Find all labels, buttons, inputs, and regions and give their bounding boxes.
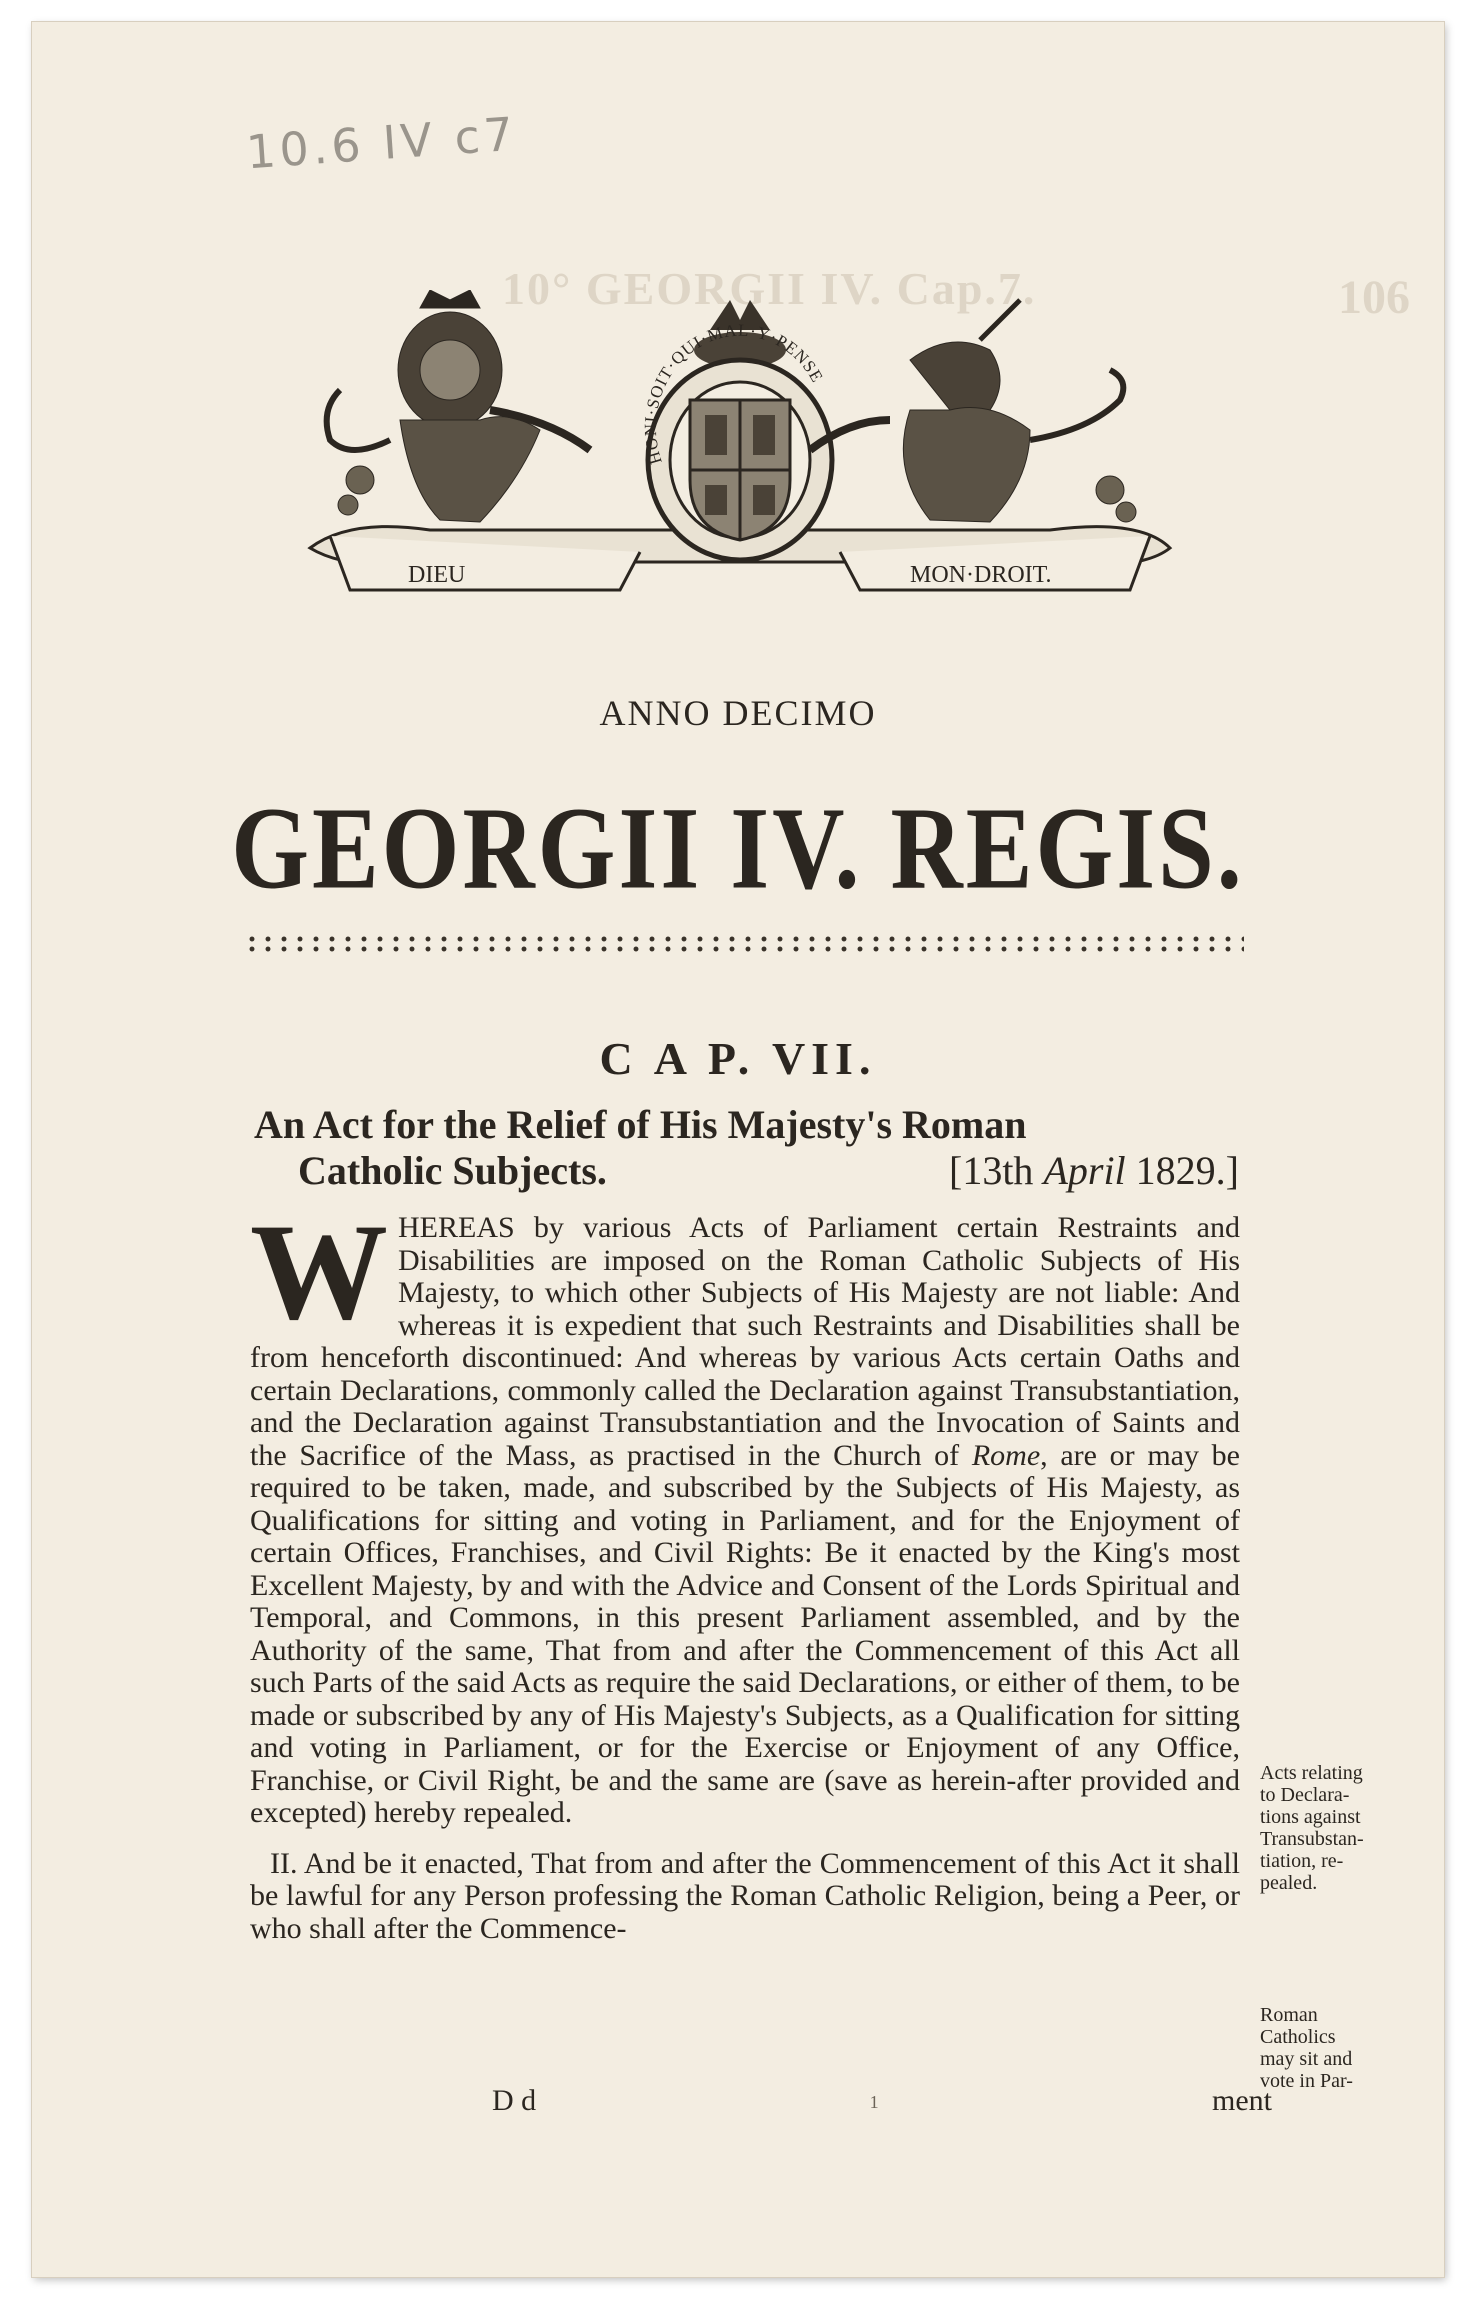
section-two-paragraph: II. And be it enacted, That from and after the Commencement of this Act it shall be lawful for any Person professing the Roman Catholic Religion, being a Peer, or who shall after the Commence-	[250, 1846, 1240, 1945]
act-body	[250, 1195, 1240, 1945]
act-title-line2	[254, 1148, 1239, 1194]
bleed-running-head: 10° GEORGII IV. Cap.7.	[502, 263, 1037, 314]
ornamental-divider	[244, 934, 1244, 954]
rome-italic: Rome	[971, 1438, 1041, 1472]
marginal-note-roman-catholics: Roman Catholics may sit and vote in Par-	[1260, 2004, 1353, 2092]
chapter-number: C A P. VII.	[599, 1033, 877, 1084]
garter-motto: HONI·SOIT·QUI·MAL·Y·PENSE	[640, 320, 828, 467]
document-page	[32, 22, 1444, 2277]
act-title	[254, 1102, 1239, 1194]
marginal-note-repeal: Acts relating to Declara- tions against Transubstan- tiation, re- pealed.	[1260, 1762, 1364, 1894]
handwritten-shelfmark: 10.6 IV c7	[244, 106, 519, 180]
folio-mark: 1	[869, 2092, 879, 2112]
act-date: [13th April 1829.]	[949, 1148, 1239, 1193]
royal-coat-of-arms	[290, 290, 1190, 610]
act-date-month: April	[1043, 1148, 1126, 1193]
preamble-paragraph: WHEREAS by various Acts of Parliament certain Restraints and Disabilities are imposed on the Roman Catholic Subjects of His Majesty, to which other Subjects of His Majesty are not liable: And whereas it is expedient that such Restraints and Disabilities shall be from henceforth discontinued: And whereas by various Acts certain Oaths and certain Declarations, commonly called the Declaration against Transubstantiation, and the Declaration against Transubstantiation and the Invocation of Saints and the Sacrifice of the Mass, as practised in the Church of Rome, are or may be required to be taken, made, and subscribed by the Subjects of His Majesty, as Qualifications for sitting and voting in Parliament, and for the Enjoyment of certain Offices, Franchises, and Civil Rights: Be it enacted by the King's most Excellent Majesty, by and with the Advice and Consent of the Lords Spiritual and Temporal, and Commons, in this present Parliament assembled, and by the Authority of the same, That from and after the Commencement of this Act all such Parts of the said Acts as require the said Declarations, or either of them, to be made or subscribed by any of His Majesty's Subjects, as a Qualification for sitting and voting in Parliament, or for the Exercise or Enjoyment of any Office, Franchise, or Civil Right, be and the same are (save as herein-after provided and excepted) hereby repealed.	[250, 1195, 1240, 1829]
act-title-line2-text: Catholic Subjects.	[298, 1148, 607, 1193]
motto-dieu: DIEU	[408, 562, 466, 588]
anno-decimo: ANNO DECIMO	[599, 693, 877, 733]
bleed-page-number: 106	[1338, 271, 1410, 324]
act-title-line1: An Act for the Relief of His Majesty's Roman	[254, 1102, 1027, 1147]
motto-mon-droit: MON·DROIT.	[910, 562, 1052, 588]
catchword: ment	[1211, 2084, 1272, 2117]
drop-cap: W	[250, 1195, 388, 1348]
signature-mark: D d	[492, 2084, 537, 2117]
georgii-regis-heading: GEORGII IV. REGIS.	[231, 782, 1245, 914]
page-footer	[492, 2084, 1272, 2118]
